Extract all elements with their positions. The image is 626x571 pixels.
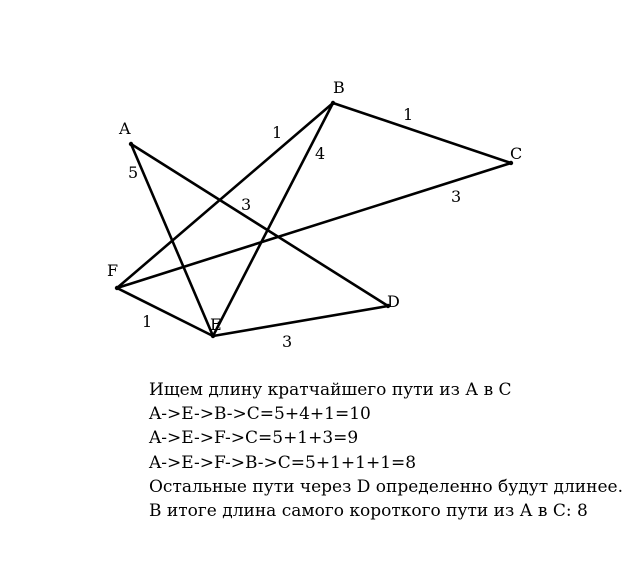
edge-weight-b-c: 1: [403, 105, 414, 124]
explanation-line-4: A->E->F->B->C=5+1+1+1=8: [149, 452, 417, 473]
graph-edges: [117, 103, 511, 336]
explanation-line-5: Остальные пути через D определенно будут длинее.: [149, 476, 623, 497]
vertex-a-point: [129, 142, 133, 146]
edge-weight-a-e: 5: [128, 163, 139, 182]
edge-weight-f-e: 1: [142, 312, 153, 331]
edge-f-b: [117, 103, 333, 288]
explanation-line-6: В итоге длина самого короткого пути из А в С: 8: [149, 501, 588, 522]
vertex-e-point: [211, 334, 215, 338]
edge-e-d: [213, 306, 388, 336]
edge-f-c: [117, 163, 511, 288]
edge-weight-b-e: 4: [315, 144, 326, 163]
edge-f-e: [117, 288, 213, 336]
edge-a-d: [131, 144, 388, 306]
vertex-f-label: F: [107, 261, 119, 280]
vertex-e-label: E: [210, 315, 222, 334]
vertex-d-label: D: [387, 292, 400, 311]
explanation-text: [149, 378, 623, 523]
vertex-b-label: B: [333, 78, 345, 97]
vertex-c-label: C: [510, 144, 523, 163]
vertex-b-point: [331, 101, 335, 105]
edge-b-c: [333, 103, 511, 163]
edge-weight-a-d: 3: [241, 195, 252, 214]
edge-weights: [128, 105, 461, 351]
vertex-a-label: A: [119, 119, 131, 138]
edge-weight-f-b: 1: [272, 123, 283, 142]
edge-weight-e-d: 3: [282, 332, 293, 351]
edge-weight-f-c: 3: [451, 187, 462, 206]
explanation-line-2: A->E->B->C=5+4+1=10: [149, 404, 371, 425]
vertex-f-point: [115, 286, 119, 290]
explanation-line-3: A->E->F->C=5+1+3=9: [149, 428, 359, 449]
explanation-line-1: Ищем длину кратчайшего пути из А в С: [149, 380, 512, 400]
